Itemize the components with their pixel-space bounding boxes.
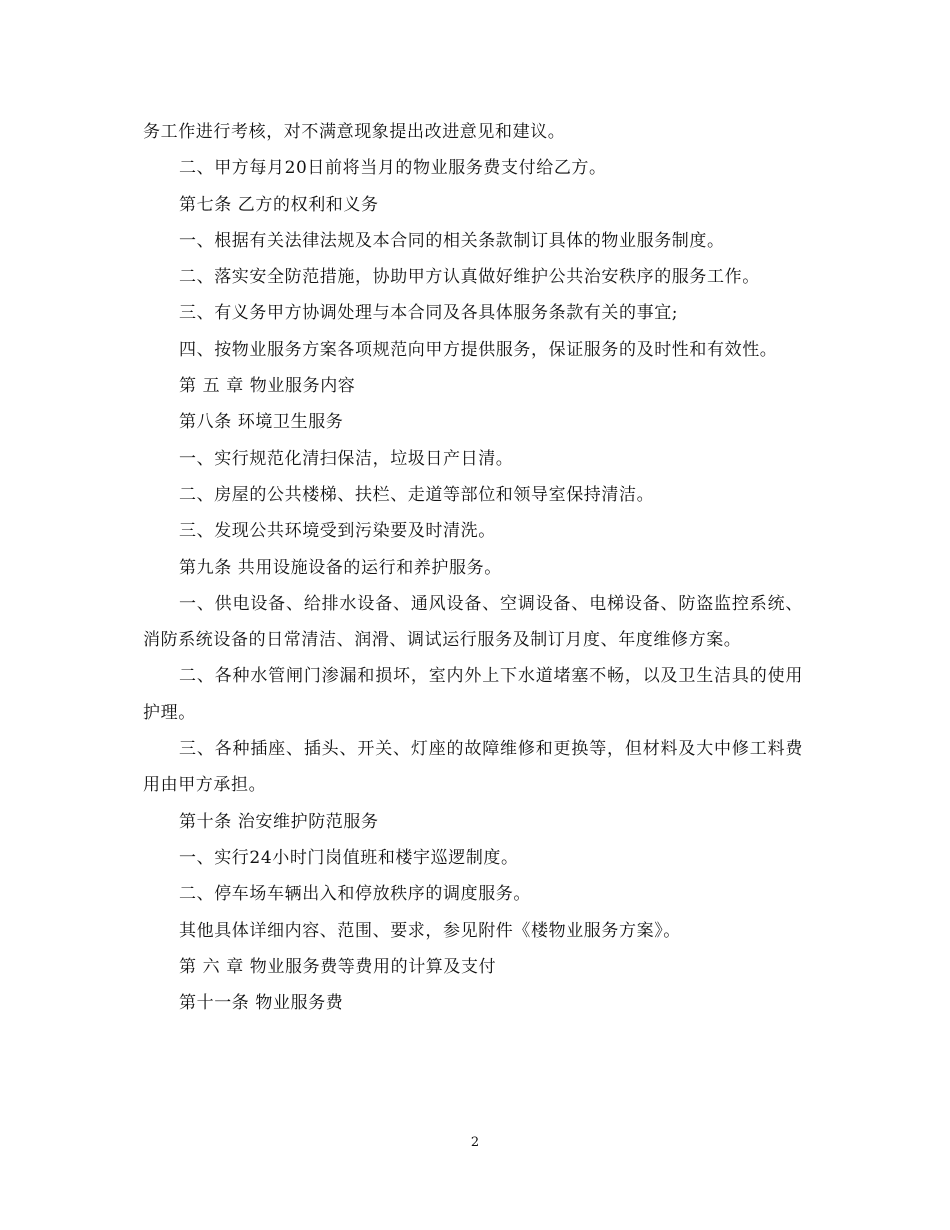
article-heading: 第十一条 物业服务费 [179, 993, 344, 1014]
paragraph: 其他具体详细内容、范围、要求，参见附件《楼物业服务方案》。 [179, 920, 681, 941]
article-heading: 第七条 乙方的权利和义务 [179, 194, 379, 215]
chapter-heading: 第 六 章 物业服务费等费用的计算及支付 [179, 956, 497, 977]
paragraph: 四、按物业服务方案各项规范向甲方提供服务，保证服务的及时性和有效性。 [179, 339, 778, 360]
document-body [143, 114, 803, 1021]
paragraph: 三、各种插座、插头、开关、灯座的故障维修和更换等，但材料及大中修工料费用由甲方承担。 [143, 739, 803, 796]
paragraph: 二、停车场车辆出入和停放秩序的调度服务。 [179, 884, 531, 905]
paragraph: 二、各种水管闸门渗漏和损坏，室内外上下水道堵塞不畅，以及卫生洁具的使用护理。 [143, 666, 803, 723]
chapter-heading: 第 五 章 物业服务内容 [179, 376, 356, 397]
paragraph: 一、根据有关法律法规及本合同的相关条款制订具体的物业服务制度。 [179, 230, 725, 251]
paragraph: 二、房屋的公共楼梯、扶栏、走道等部位和领导室保持清洁。 [179, 484, 655, 505]
paragraph-continuation: 务工作进行考核，对不满意现象提出改进意见和建议。 [143, 122, 566, 142]
paragraph: 一、供电设备、给排水设备、通风设备、空调设备、电梯设备、防盗监控系统、消防系统设备的日常清洁、润滑、调试运行服务及制订月度、年度维修方案。 [143, 593, 803, 651]
page-number: 2 [470, 1135, 480, 1150]
paragraph: 三、有义务甲方协调处理与本合同及各具体服务条款有关的事宜; [179, 303, 679, 324]
paragraph: 二、甲方每月20日前将当月的物业服务费支付给乙方。 [179, 158, 607, 179]
paragraph: 二、落实安全防范措施，协助甲方认真做好维护公共治安秩序的服务工作。 [179, 267, 760, 288]
paragraph: 三、发现公共环境受到污染要及时清洗。 [179, 521, 496, 542]
article-heading: 第十条 治安维护防范服务 [179, 811, 379, 832]
paragraph: 一、实行24小时门岗值班和楼宇巡逻制度。 [179, 847, 519, 868]
paragraph: 一、实行规范化清扫保洁，垃圾日产日清。 [179, 448, 514, 469]
article-heading: 第八条 环境卫生服务 [179, 412, 344, 433]
article-heading: 第九条 共用设施设备的运行和养护服务。 [179, 557, 502, 578]
